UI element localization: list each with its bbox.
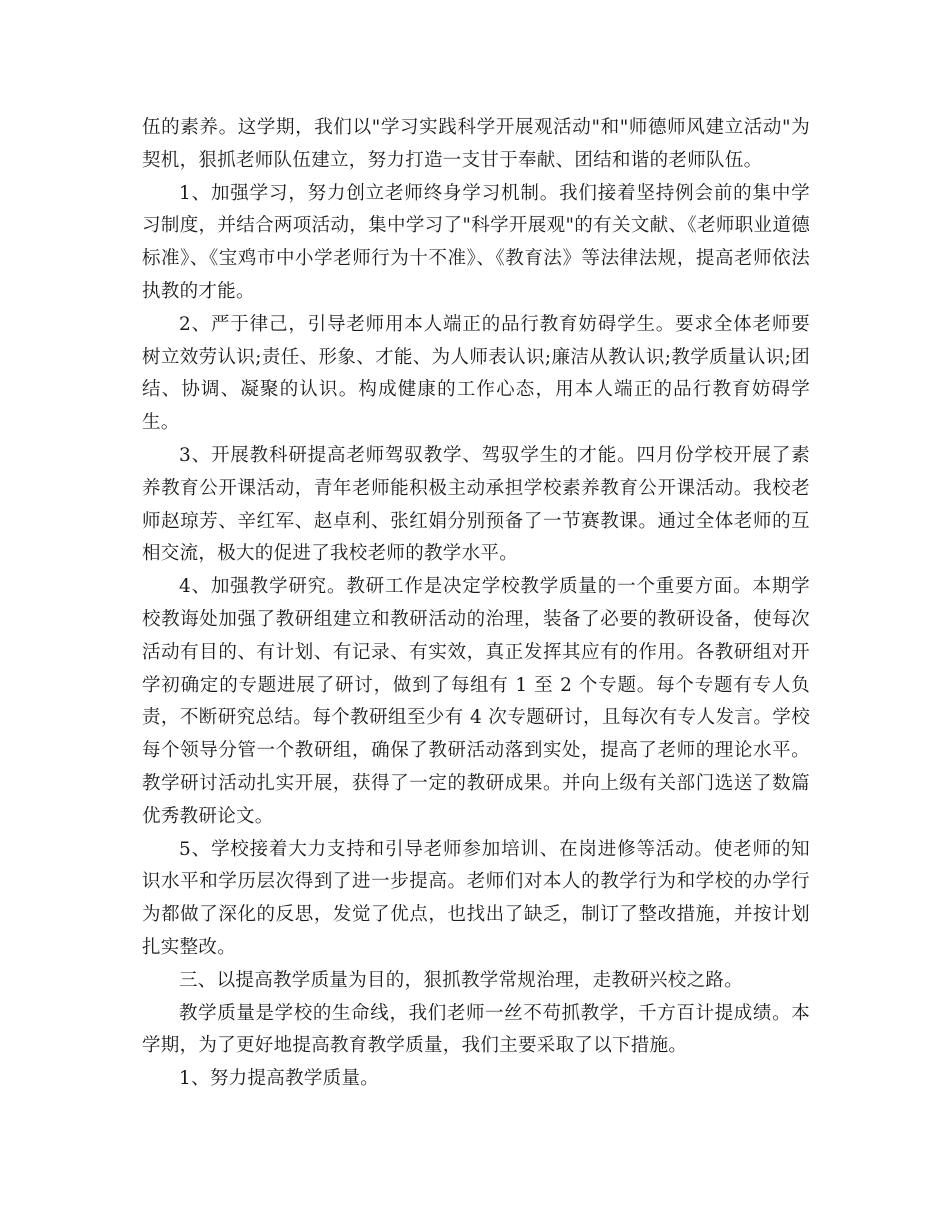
document-body (142, 112, 810, 1096)
paragraph-teacher-team: 伍的素养。这学期，我们以"学习实践科学开展观活动"和"师德师风建立活动"为契机，狠抓老师队伍建立，努力打造一支甘于奉献、团结和谐的老师队伍。 (142, 117, 810, 171)
paragraph-item-4-teaching-research: 4、加强教学研究。教研工作是决定学校教学质量的一个重要方面。本期学校教诲处加强了教研组建立和教研活动的治理，装备了必要的教研设备，使每次活动有目的、有计划、有记录、有实效，真正发挥其应有的作用。各教研组对开学初确定的专题进展了研讨，做到了每组有 1 至 2 个专题。每个专题有专人负责，不断研究总结。每个教研组至少有 4 次专题研讨，且每次有专人发言。学校每个领导分管一个教研组，确保了教研活动落到实处，提高了老师的理论水平。教学研讨活动扎实开展，获得了一定的教研成果。并向上级有关部门选送了数篇优秀教研论文。 (142, 576, 810, 827)
paragraph-item-3-research: 3、开展教科研提高老师驾驭教学、驾驭学生的才能。四月份学校开展了素养教育公开课活动，青年老师能积极主动承担学校素养教育公开课活动。我校老师赵琼芳、辛红军、赵卓利、张红娟分别预备了一节赛教课。通过全体老师的互相交流，极大的促进了我校老师的教学水平。 (142, 444, 810, 565)
paragraph-item-2-discipline: 2、严于律己，引导老师用本人端正的品行教育妨碍学生。要求全体老师要树立效劳认识;责任、形象、才能、为人师表认识;廉洁从教认识;教学质量认识;团结、协调、凝聚的认识。构成健康的工作心态，用本人端正的品行教育妨碍学生。 (142, 313, 810, 434)
paragraph-subitem-1: 1、努力提高教学质量。 (179, 1068, 380, 1090)
paragraph-item-1-learning: 1、加强学习，努力创立老师终身学习机制。我们接着坚持例会前的集中学习制度，并结合两项活动，集中学习了"科学开展观"的有关文献、《老师职业道德标准》、《宝鸡市中小学老师行为十不准》、《教育法》等法律法规，提高老师依法执教的才能。 (142, 182, 810, 302)
paragraph-item-5-training: 5、学校接着大力支持和引导老师参加培训、在岗进修等活动。使老师的知识水平和学历层次得到了进一步提高。老师们对本人的教学行为和学校的办学行为都做了深化的反思，发觉了优点，也找出了缺乏，制订了整改措施，并按计划扎实整改。 (142, 838, 810, 958)
paragraph-teaching-quality: 教学质量是学校的生命线，我们老师一丝不苟抓教学，千方百计提成绩。本学期，为了更好地提高教育教学质量，我们主要采取了以下措施。 (142, 1002, 810, 1057)
section-heading-three: 三、以提高教学质量为目的，狠抓教学常规治理，走教研兴校之路。 (179, 969, 744, 991)
